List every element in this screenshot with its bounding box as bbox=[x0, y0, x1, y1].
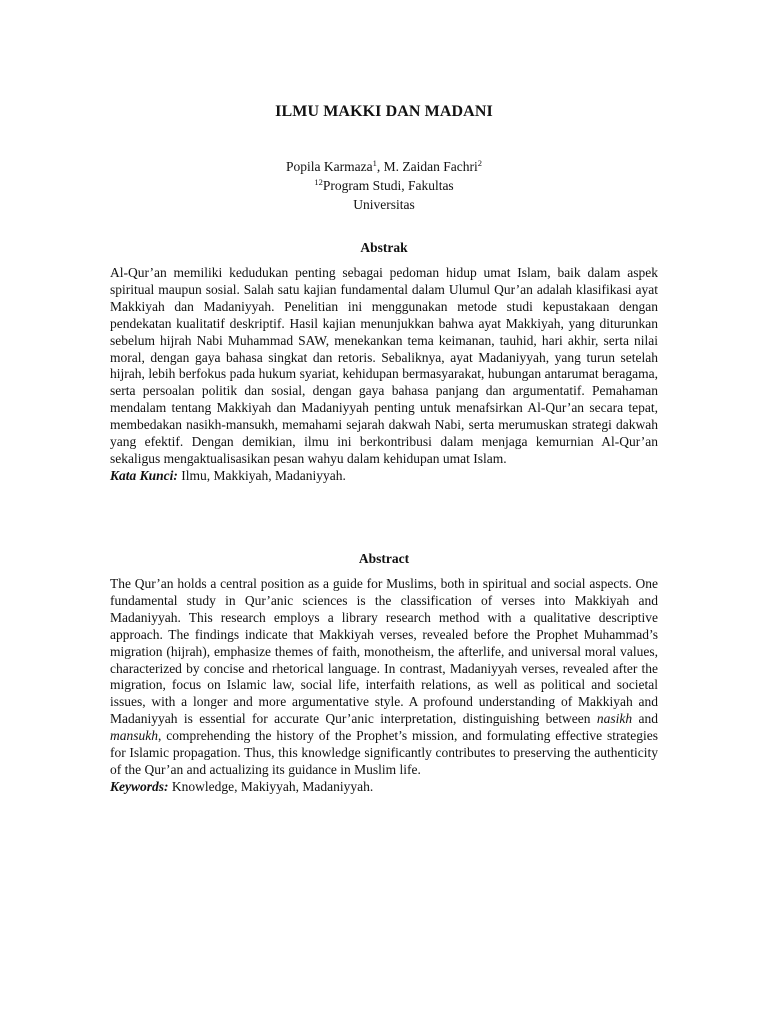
affiliation-line-2: Universitas bbox=[353, 197, 415, 212]
abstrak-body: Al-Qur’an memiliki kedudukan penting sebagai pedoman hidup umat Islam, baik dalam aspek spiritual maupun sosial. Salah satu kajian fundamental dalam Ulumul Qur’an adalah klasifikasi ayat Makkiyah dan Madaniyyah. Penelitian ini menggunakan metode studi kepustakaan dengan pendekatan kualitatif deskriptif. Hasil kajian menunjukkan bahwa ayat Makkiyah, yang diturunkan sebelum hijrah Nabi Muhammad SAW, menekankan tema keimanan, tauhid, hari akhir, serta nilai moral, dengan gaya bahasa singkat dan retoris. Sebaliknya, ayat Madaniyyah, yang turun setelah hijrah, lebih berfokus pada hukum syariat, kehidupan bermasyarakat, hubungan antarumat beragama, serta persoalan politik dan sosial, dengan gaya bahasa panjang dan argumentatif. Pemahaman mendalam tentang Makkiyah dan Madaniyyah penting untuk menafsirkan Al-Qur’an secara tepat, membedakan nasikh-mansukh, memahami sejarah dakwah Nabi, serta merumuskan strategi dakwah yang efektif. Dengan demikian, ilmu ini berkontribusi dalam menjaga kemurnian Al-Qur’an sekaligus mengaktualisasikan pesan wahyu dalam kehidupan umat Islam. bbox=[110, 265, 658, 466]
author-1-affiliation-mark: 1 bbox=[372, 158, 377, 168]
abstrak-keywords-label: Kata Kunci: bbox=[110, 467, 178, 483]
paper-title: ILMU MAKKI DAN MADANI bbox=[275, 103, 493, 120]
abstract-keywords-list: Knowledge, Makiyyah, Madaniyyah. bbox=[168, 778, 374, 794]
affiliation-line-1 bbox=[0, 176, 768, 195]
author-line bbox=[0, 157, 768, 176]
abstract-term-mansukh: mansukh bbox=[110, 728, 158, 744]
abstract-term-connector: and bbox=[632, 711, 658, 727]
abstract-section bbox=[110, 576, 658, 796]
author-block bbox=[0, 157, 768, 214]
author-2-affiliation-mark: 2 bbox=[477, 158, 482, 168]
affiliation-mark: 12 bbox=[314, 177, 323, 187]
author-separator: , bbox=[376, 159, 384, 174]
abstract-keywords-label: Keywords: bbox=[110, 778, 169, 794]
abstract-body bbox=[110, 576, 658, 779]
abstract-heading: Abstract bbox=[358, 551, 410, 566]
abstrak-heading: Abstrak bbox=[360, 240, 408, 255]
author-1: Popila Karmaza bbox=[286, 159, 373, 174]
abstrak-keywords-list: Ilmu, Makkiyah, Madaniyyah. bbox=[177, 467, 346, 483]
abstract-text-part-2: , comprehending the history of the Prophet’s mission, and formulating effective strategies for Islamic propagation. Thus, this knowledge significantly contributes to preserving the authenticity of the Qur’an and actualizing its guidance in Muslim life. bbox=[110, 728, 658, 777]
author-2: M. Zaidan Fachri bbox=[383, 159, 478, 174]
abstract-term-nasikh: nasikh bbox=[596, 711, 633, 727]
abstrak-section bbox=[110, 265, 658, 485]
abstrak-keywords bbox=[110, 468, 658, 485]
affiliation-program: Program Studi, Fakultas bbox=[322, 178, 454, 193]
abstract-keywords bbox=[110, 779, 658, 796]
abstract-text-part-1: The Qur’an holds a central position as a guide for Muslims, both in spiritual and social aspects. One fundamental study in Qur’anic sciences is the classification of verses into Makkiyah and Madaniyyah. This research employs a library research method with a qualitative descriptive approach. The findings indicate that Makkiyah verses, revealed before the Prophet Muhammad’s migration (hijrah), emphasize themes of faith, monotheism, the afterlife, and universal moral values, characterized by concise and rhetorical language. In contrast, Madaniyyah verses, revealed after the migration, focus on Islamic law, social life, interfaith relations, as well as political and societal issues, with a longer and more argumentative style. A profound understanding of Makkiyah and Madaniyyah is essential for accurate Qur’anic interpretation, distinguishing between bbox=[110, 576, 658, 727]
